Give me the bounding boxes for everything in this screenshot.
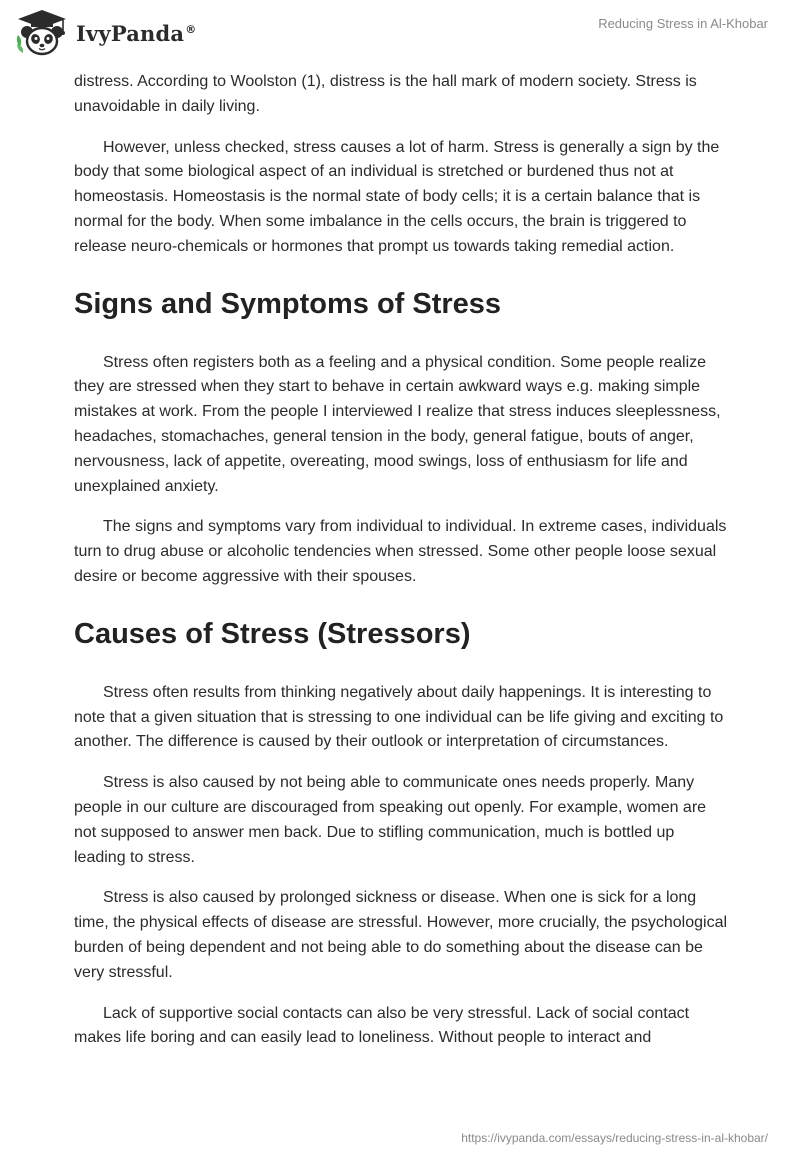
paragraph: Lack of supportive social contacts can also be very stressful. Lack of social contact makes life boring and can easily lead to loneliness. Without people to interact and	[74, 1004, 690, 1047]
document-title: Reducing Stress in Al-Khobar	[598, 16, 768, 31]
paragraph: Stress is also caused by not being able to communicate ones needs properly. Many people in our culture are discouraged from speaking out openly. For example, women are not supposed to answer men back. Due to stifling communication, much is bottled up leading to stress.	[74, 774, 707, 866]
essay-content	[74, 70, 730, 1067]
paragraph: However, unless checked, stress causes a lot of harm. Stress is generally a sign by the body that some biological aspect of an individual is stretched or burdened thus not at homeostasis. Homeostasis is the normal state of body cells; it is a certain balance that is normal for the body. When some imbalance in the cells occurs, the brain is triggered to release neuro-chemicals or hormones that prompt us towards taking remedial action.	[74, 138, 720, 255]
paragraph: Stress often results from thinking negatively about daily happenings. It is interesting to note that a given situation that is stressing to one individual can be life giving and exciting to another. The difference is caused by their outlook or interpretation of circumstances.	[74, 683, 724, 751]
paragraph: The signs and symptoms vary from individual to individual. In extreme cases, individuals turn to drug abuse or alcoholic tendencies when stressed. Some other people loose sexual desire or become aggressive with their spouses.	[74, 518, 727, 585]
registered-mark: ®	[185, 22, 197, 36]
brand-logo[interactable]	[14, 8, 196, 58]
page-header	[0, 0, 800, 66]
paragraph: Stress often registers both as a feeling and a physical condition. Some people realize they are stressed when they start to behave in certain awkward ways e.g. making simple mistakes at work. From the people I interviewed I realize that stress induces sleeplessness, headaches, stomachaches, general tension in the body, general fatigue, bouts of anger, nervousness, lack of appetite, overeating, mood swings, loss of enthusiasm for life and unexplained anxiety.	[74, 353, 721, 495]
panda-graduate-icon	[14, 8, 70, 58]
section-heading-causes: Causes of Stress (Stressors)	[74, 617, 471, 650]
paragraph: distress. According to Woolston (1), distress is the hall mark of modern society. Stress is unavoidable in daily living.	[74, 73, 697, 115]
paragraph: Stress is also caused by prolonged sickness or disease. When one is sick for a long time, the physical effects of disease are stressful. However, more crucially, the psychological burden of being dependent and not being able to do something about the disease can be very stressful.	[74, 889, 728, 981]
brand-name: IvyPanda®	[76, 20, 197, 46]
footer-url[interactable]: https://ivypanda.com/essays/reducing-stress-in-al-khobar/	[461, 1131, 768, 1145]
section-heading-signs: Signs and Symptoms of Stress	[74, 287, 502, 320]
